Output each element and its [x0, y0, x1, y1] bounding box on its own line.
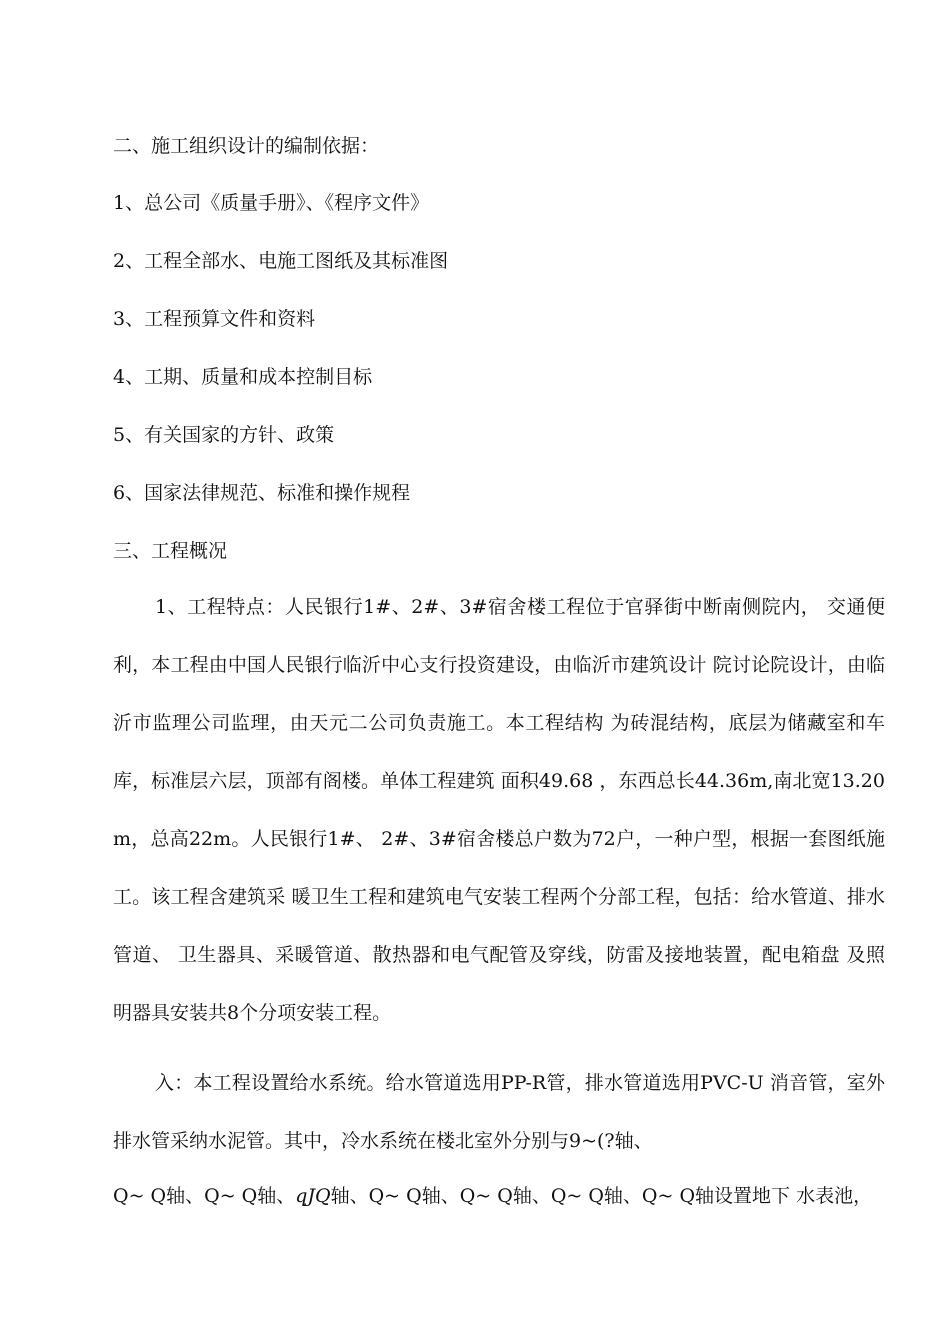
list-item: 1、总公司《质量手册》、《程序文件》: [113, 192, 430, 214]
list-item: 3、工程预算文件和资料: [113, 308, 316, 330]
list-item: 6、国家法律规范、标准和操作规程: [113, 482, 411, 504]
list-item: 5、有关国家的方针、政策: [113, 424, 335, 446]
axis-text-garbled: qJQ: [295, 1185, 331, 1207]
axis-text-end: 轴、Q~ Q轴、Q~ Q轴、Q~ Q轴、Q~ Q轴设置地下 水表池，: [330, 1185, 873, 1207]
list-item: 2、工程全部水、电施工图纸及其标准图: [113, 250, 449, 272]
list-item: 4、工期、质量和成本控制目标: [113, 366, 373, 388]
section-heading-basis: 二、施工组织设计的编制依据：: [113, 135, 380, 157]
paragraph-water-system: 入：本工程设置给水系统。给水管道选用PP-R管，排水管道选用PVC-U 消音管，室外排水管采纳水泥管。其中，冷水系统在楼北室外分别与9~(?轴、: [113, 1072, 885, 1152]
section-heading-overview: 三、工程概况: [113, 540, 228, 562]
paragraph-project-features: 1、工程特点：人民银行1#、2#、3#宿舍楼工程位于官驿街中断南侧院内， 交通便利，本工程由中国人民银行临沂中心支行投资建设，由临沂市建筑设计 院讨论院设计，由临沂市监理公司监理，由天元二公司负责施工。本工程结构 为砖混结构，底层为储藏室和车库，标准层六层，顶部有阁楼。单体工程建筑 面积49.68 ，东西总长44.36m,南北宽13.20m，总高22m。人民银行1#、 2#、3#宿舍楼总户数为72户，一种户型，根据一套图纸施工。该工程含建筑采 暖卫生工程和建筑电气安装工程两个分部工程，包括：给水管道、排水管道、 卫生器具、采暖管道、散热器和电气配管及穿线，防雷及接地装置，配电箱盘 及照明器具安装共8个分项安装工程。: [113, 596, 885, 1024]
paragraph-axis-line: [113, 1184, 872, 1208]
axis-text-start: Q~ Q轴、Q~ Q轴、: [113, 1185, 296, 1207]
